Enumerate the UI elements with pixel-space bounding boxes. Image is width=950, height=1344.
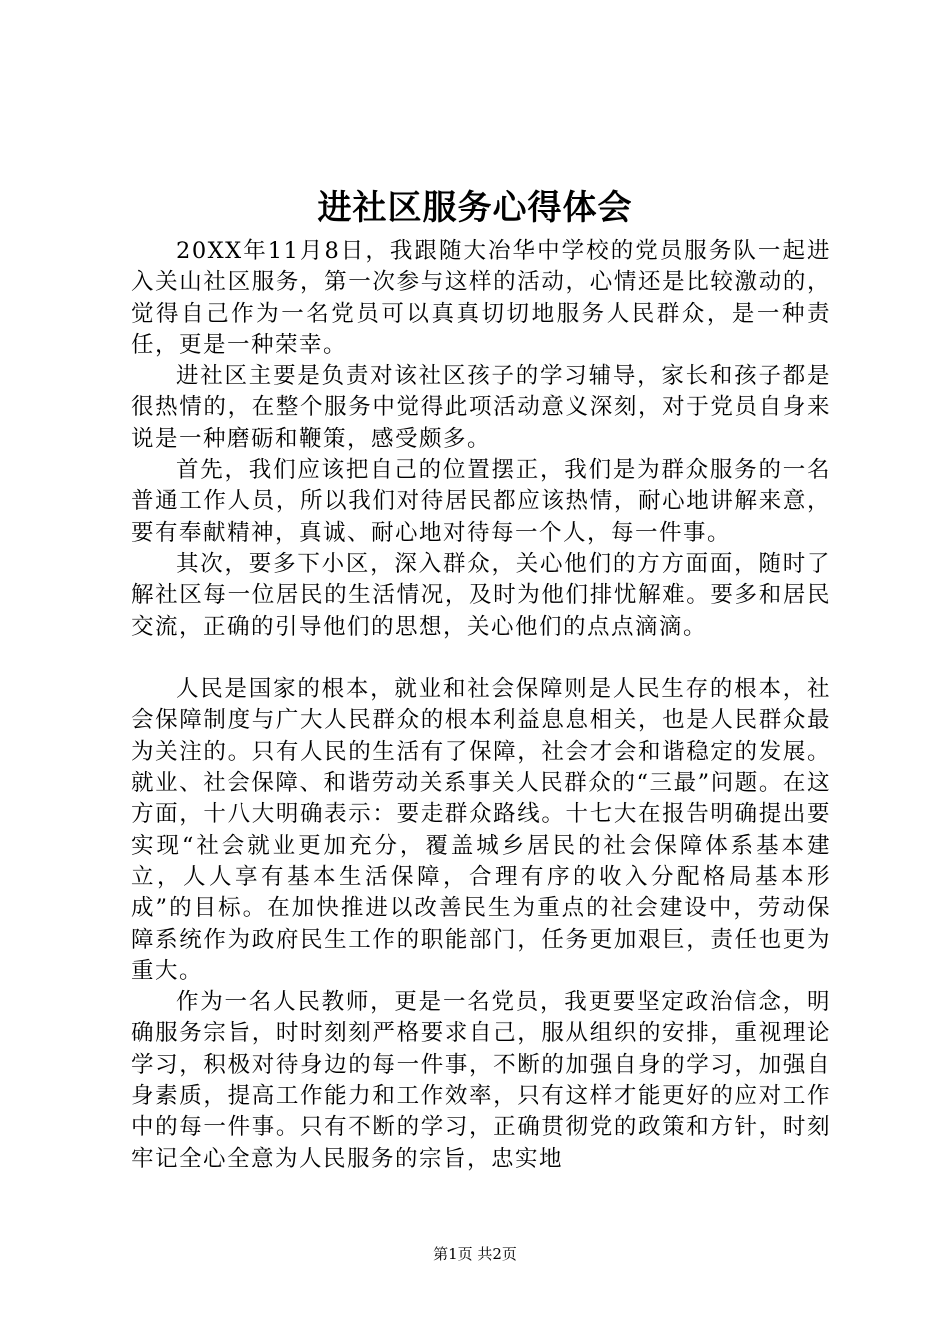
paragraph-6: 作为一名人民教师，更是一名党员，我更要坚定政治信念，明确服务宗旨，时时刻刻严格要求自己，服从组织的安排，重视理论学习，积极对待身边的每一件事，不断的加强自身的学习，加强自身素质，提高工作能力和工作效率，只有这样才能更好的应对工作中的每一件事。只有不断的学习，正确贯彻党的政策和方针，时刻牢记全心全意为人民服务的宗旨，忠实地 [131, 989, 831, 1172]
document-body [131, 236, 831, 1175]
paragraph-1: 20XX年11月8日，我跟随大冶华中学校的党员服务队一起进入关山社区服务，第一次参与这样的活动，心情还是比较激动的，觉得自己作为一名党员可以真真切切地服务人民群众，是一种责任，更是一种荣幸。 [131, 238, 831, 358]
document-title: 进社区服务心得体会 [317, 188, 633, 228]
paragraph-2: 进社区主要是负责对该社区孩子的学习辅导，家长和孩子都是很热情的，在整个服务中觉得此项活动意义深刻，对于党员自身来说是一种磨砺和鞭策，感受颇多。 [131, 363, 831, 452]
paragraph-4: 其次，要多下小区，深入群众，关心他们的方方面面，随时了解社区每一位居民的生活情况，及时为他们排忧解难。要多和居民交流，正确的引导他们的思想，关心他们的点点滴滴。 [131, 550, 831, 640]
paragraph-3: 首先，我们应该把自己的位置摆正，我们是为群众服务的一名普通工作人员，所以我们对待居民都应该热情，耐心地讲解来意，要有奉献精神，真诚、耐心地对待每一个人，每一件事。 [131, 457, 831, 546]
page-number-footer: 第1页 共2页 [433, 1245, 517, 1263]
paragraph-5: 人民是国家的根本，就业和社会保障则是人民生存的根本，社会保障制度与广大人民群众的根本利益息息相关，也是人民群众最为关注的。只有人民的生活有了保障，社会才会和谐稳定的发展。就业、社会保障、和谐劳动关系事关人民群众的“三最”问题。在这方面，十八大明确表示：要走群众路线。十七大在报告明确提出要实现“社会就业更加充分，覆盖城乡居民的社会保障体系基本建立，人人享有基本生活保障，合理有序的收入分配格局基本形成”的目标。在加快推进以改善民生为重点的社会建设中，劳动保障系统作为政府民生工作的职能部门，任务更加艰巨，责任也更为重大。 [131, 676, 831, 984]
